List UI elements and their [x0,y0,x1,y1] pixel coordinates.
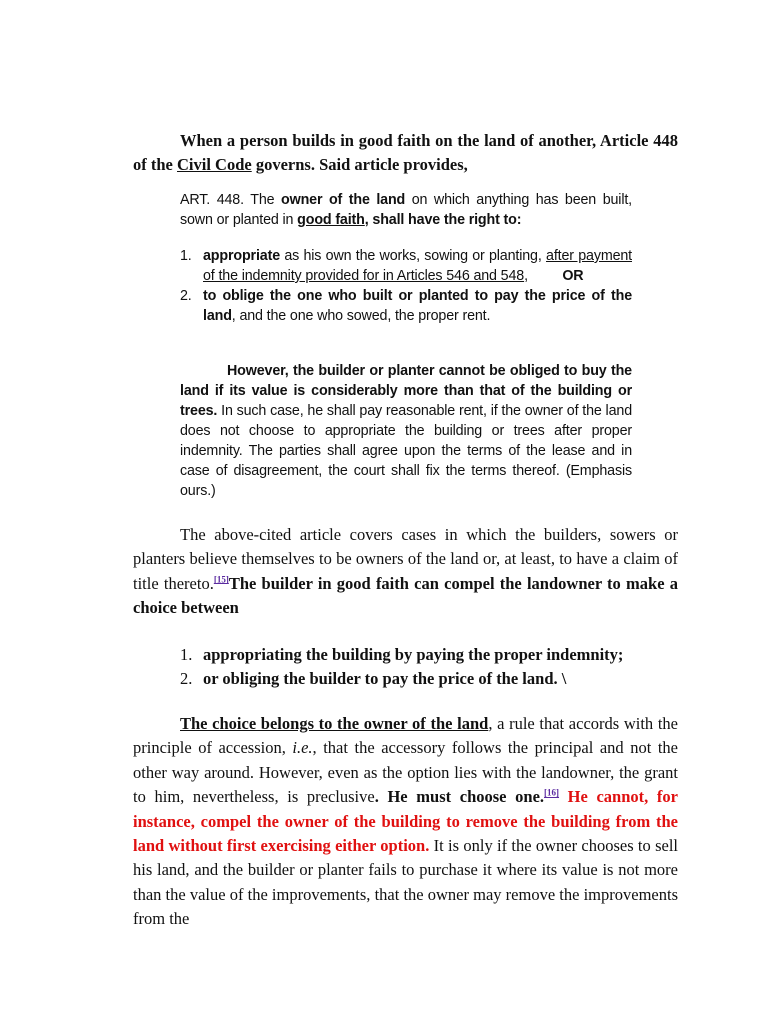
civil-code-link-text: Civil Code [177,155,252,175]
intro-text-b: governs. Said article provides, [251,155,468,175]
choice-list-item [180,667,680,691]
paragraph-choice [133,712,678,932]
p3-text-b: , that the accessory follows the principal and not the other way around. However, even as the option lies with the landowner, the grant to him, nevertheless, is preclusive [133,738,678,807]
list-number: 2. [180,669,193,689]
p2-text: The above-cited article covers cases in which the builders, sowers or planters believe themselves to be owners of the land or, at least, to have a claim of title thereto. [133,525,678,593]
p3-bold: . He must choose one. [374,787,545,807]
footnote-16-link[interactable]: [16] [544,787,560,798]
quote-however [180,361,632,501]
footnote-15-link[interactable]: [15] [213,574,229,585]
choice-list-item [180,643,680,667]
quote-good-faith: good faith [297,212,365,228]
p3-text-c: It is only if the owner chooses to sell his land, and the builder or planter fails to purchase it where its value is not more than the value of the improvements, that the owner may remove the improvements from the [133,836,678,929]
paragraph-above-cited [133,523,678,621]
paragraph-intro [133,129,678,178]
choice-text: or obliging the builder to pay the price of the land. \ [203,669,567,689]
choice-text: appropriating the building by paying the proper indemnity; [203,645,624,664]
quote-list-item [180,286,632,326]
quote2-bold: However, the builder or planter cannot be obliged to buy the land if its value is considerably more than that of the building or trees. [180,363,632,419]
quote-text-c: , shall have the right to: [364,212,522,228]
list-item-text: , and the one who sowed, the proper rent. [231,308,491,324]
p2-bold: The builder in good faith can compel the landowner to make a choice between [133,573,678,618]
p3-ie: i.e. [292,738,313,758]
quote2-text: In such case, he shall pay reasonable rent, if the owner of the land does not choose to appropriate the building or trees after proper indemnity. The parties shall agree upon the terms of the lease and in case of disagreement, the court shall fix the terms thereof. (Emphasis ours.) [180,403,632,499]
list-number: 1. [180,248,192,264]
intro-text-a: When a person builds in good faith on the land of another, Article 448 of the [133,131,678,175]
list-item-or: OR [562,268,584,284]
quote-rights-list [180,246,632,326]
list-number: 1. [180,645,193,664]
list-item-underline: after payment of the indemnity provided for in Articles 546 and 548 [203,248,632,284]
list-item-bold: appropriate [203,248,280,264]
quote-text-b: on which anything has been built, sown or planted in [180,192,632,228]
quote-article-448 [180,190,632,230]
quote-list-item [180,246,632,286]
quote-text-a: ART. 448. The [180,192,282,208]
p3-bold-underline: The choice belongs to the owner of the land [180,714,489,733]
list-number: 2. [180,288,192,304]
quote-owner: owner of the land [281,192,406,208]
p3-text-a: , a rule that accords with the principle of accession, [133,714,678,758]
choice-list [180,643,680,692]
list-item-tail: , [524,268,528,284]
list-item-bold: to oblige the one who built or planted to pay the price of the land [203,288,632,324]
list-item-text: as his own the works, sowing or planting, [280,248,547,264]
p3-red-text: He cannot, for instance, compel the owner of the building to remove the building from the land without first exercising either option. [133,787,678,856]
